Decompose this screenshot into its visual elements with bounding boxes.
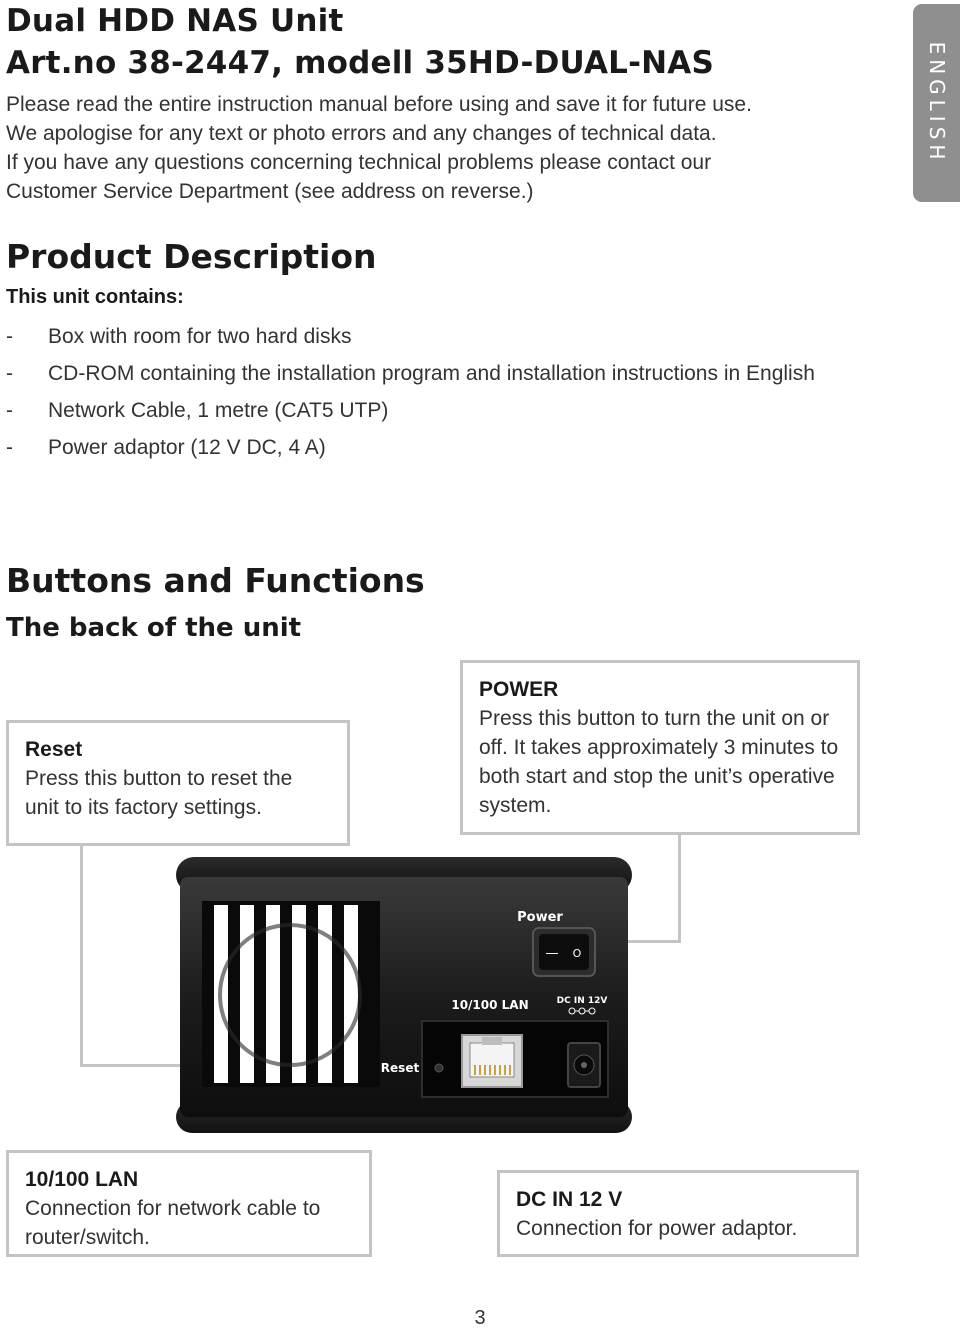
intro-line: Please read the entire instruction manual before using and save it for future use. [6, 93, 752, 116]
power-switch-on-mark: — [545, 946, 559, 961]
intro-line: We apologise for any text or photo errors and any changes of technical data. [6, 122, 717, 145]
language-tab [913, 4, 960, 202]
power-label: Power [517, 910, 563, 925]
intro-text [6, 90, 886, 206]
reset-label: Reset [380, 1061, 420, 1075]
nas-back-panel-image [170, 855, 640, 1140]
lan-callout-title: 10/100 LAN [25, 1168, 139, 1191]
page-number: 3 [474, 1307, 486, 1329]
list-item-text: CD-ROM containing the installation program and installation instructions in English [48, 362, 815, 385]
power-switch-off-mark: O [572, 947, 582, 960]
lan-port-opening [470, 1043, 514, 1077]
list-item: - CD-ROM containing the installation program and installation instructions in English [6, 362, 815, 385]
document-title: Dual HDD NAS Unit [6, 3, 344, 39]
document-subtitle: Art.no 38-2447, modell 35HD-DUAL-NAS [6, 45, 715, 81]
power-callout-title: POWER [479, 678, 559, 701]
reset-callout [6, 720, 350, 846]
dc-callout-text: Connection for power adaptor. [516, 1217, 798, 1240]
reset-leader-line [80, 845, 83, 1067]
buttons-functions-heading: Buttons and Functions [6, 561, 425, 600]
power-callout [460, 660, 860, 835]
lan-callout [6, 1150, 372, 1257]
product-description-heading: Product Description [6, 237, 377, 276]
reset-callout-title: Reset [25, 738, 83, 761]
list-item: - Power adaptor (12 V DC, 4 A) [6, 436, 326, 459]
list-item-text: Box with room for two hard disks [48, 325, 352, 348]
list-item: - Network Cable, 1 metre (CAT5 UTP) [6, 399, 389, 422]
reset-callout-text: Press this button to reset the unit to its factory settings. [25, 767, 293, 819]
dc-port-label: DC IN 12V [556, 996, 608, 1006]
contains-label: This unit contains: [6, 286, 184, 308]
lan-port-clip [482, 1037, 502, 1045]
intro-line: Customer Service Department (see address on reverse.) [6, 180, 534, 203]
lan-port-label: 10/100 LAN [451, 998, 529, 1012]
dc-jack-pin [581, 1062, 587, 1068]
contents-list [6, 322, 846, 470]
list-item-text: Power adaptor (12 V DC, 4 A) [48, 436, 326, 459]
power-leader-line [678, 832, 681, 942]
dc-callout-title: DC IN 12 V [516, 1188, 623, 1211]
list-item-text: Network Cable, 1 metre (CAT5 UTP) [48, 399, 389, 422]
language-tab-label: ENGLISH [924, 41, 949, 165]
dc-callout [497, 1170, 859, 1257]
lan-callout-text: Connection for network cable to router/switch. [25, 1197, 321, 1249]
back-of-unit-heading: The back of the unit [6, 613, 302, 643]
reset-pinhole [435, 1064, 443, 1072]
list-item: - Box with room for two hard disks [6, 325, 352, 348]
intro-line: If you have any questions concerning technical problems please contact our [6, 151, 712, 174]
power-callout-text: Press this button to turn the unit on or off. It takes approximately 3 minutes to both start and stop the unit’s operative system. [479, 707, 839, 817]
